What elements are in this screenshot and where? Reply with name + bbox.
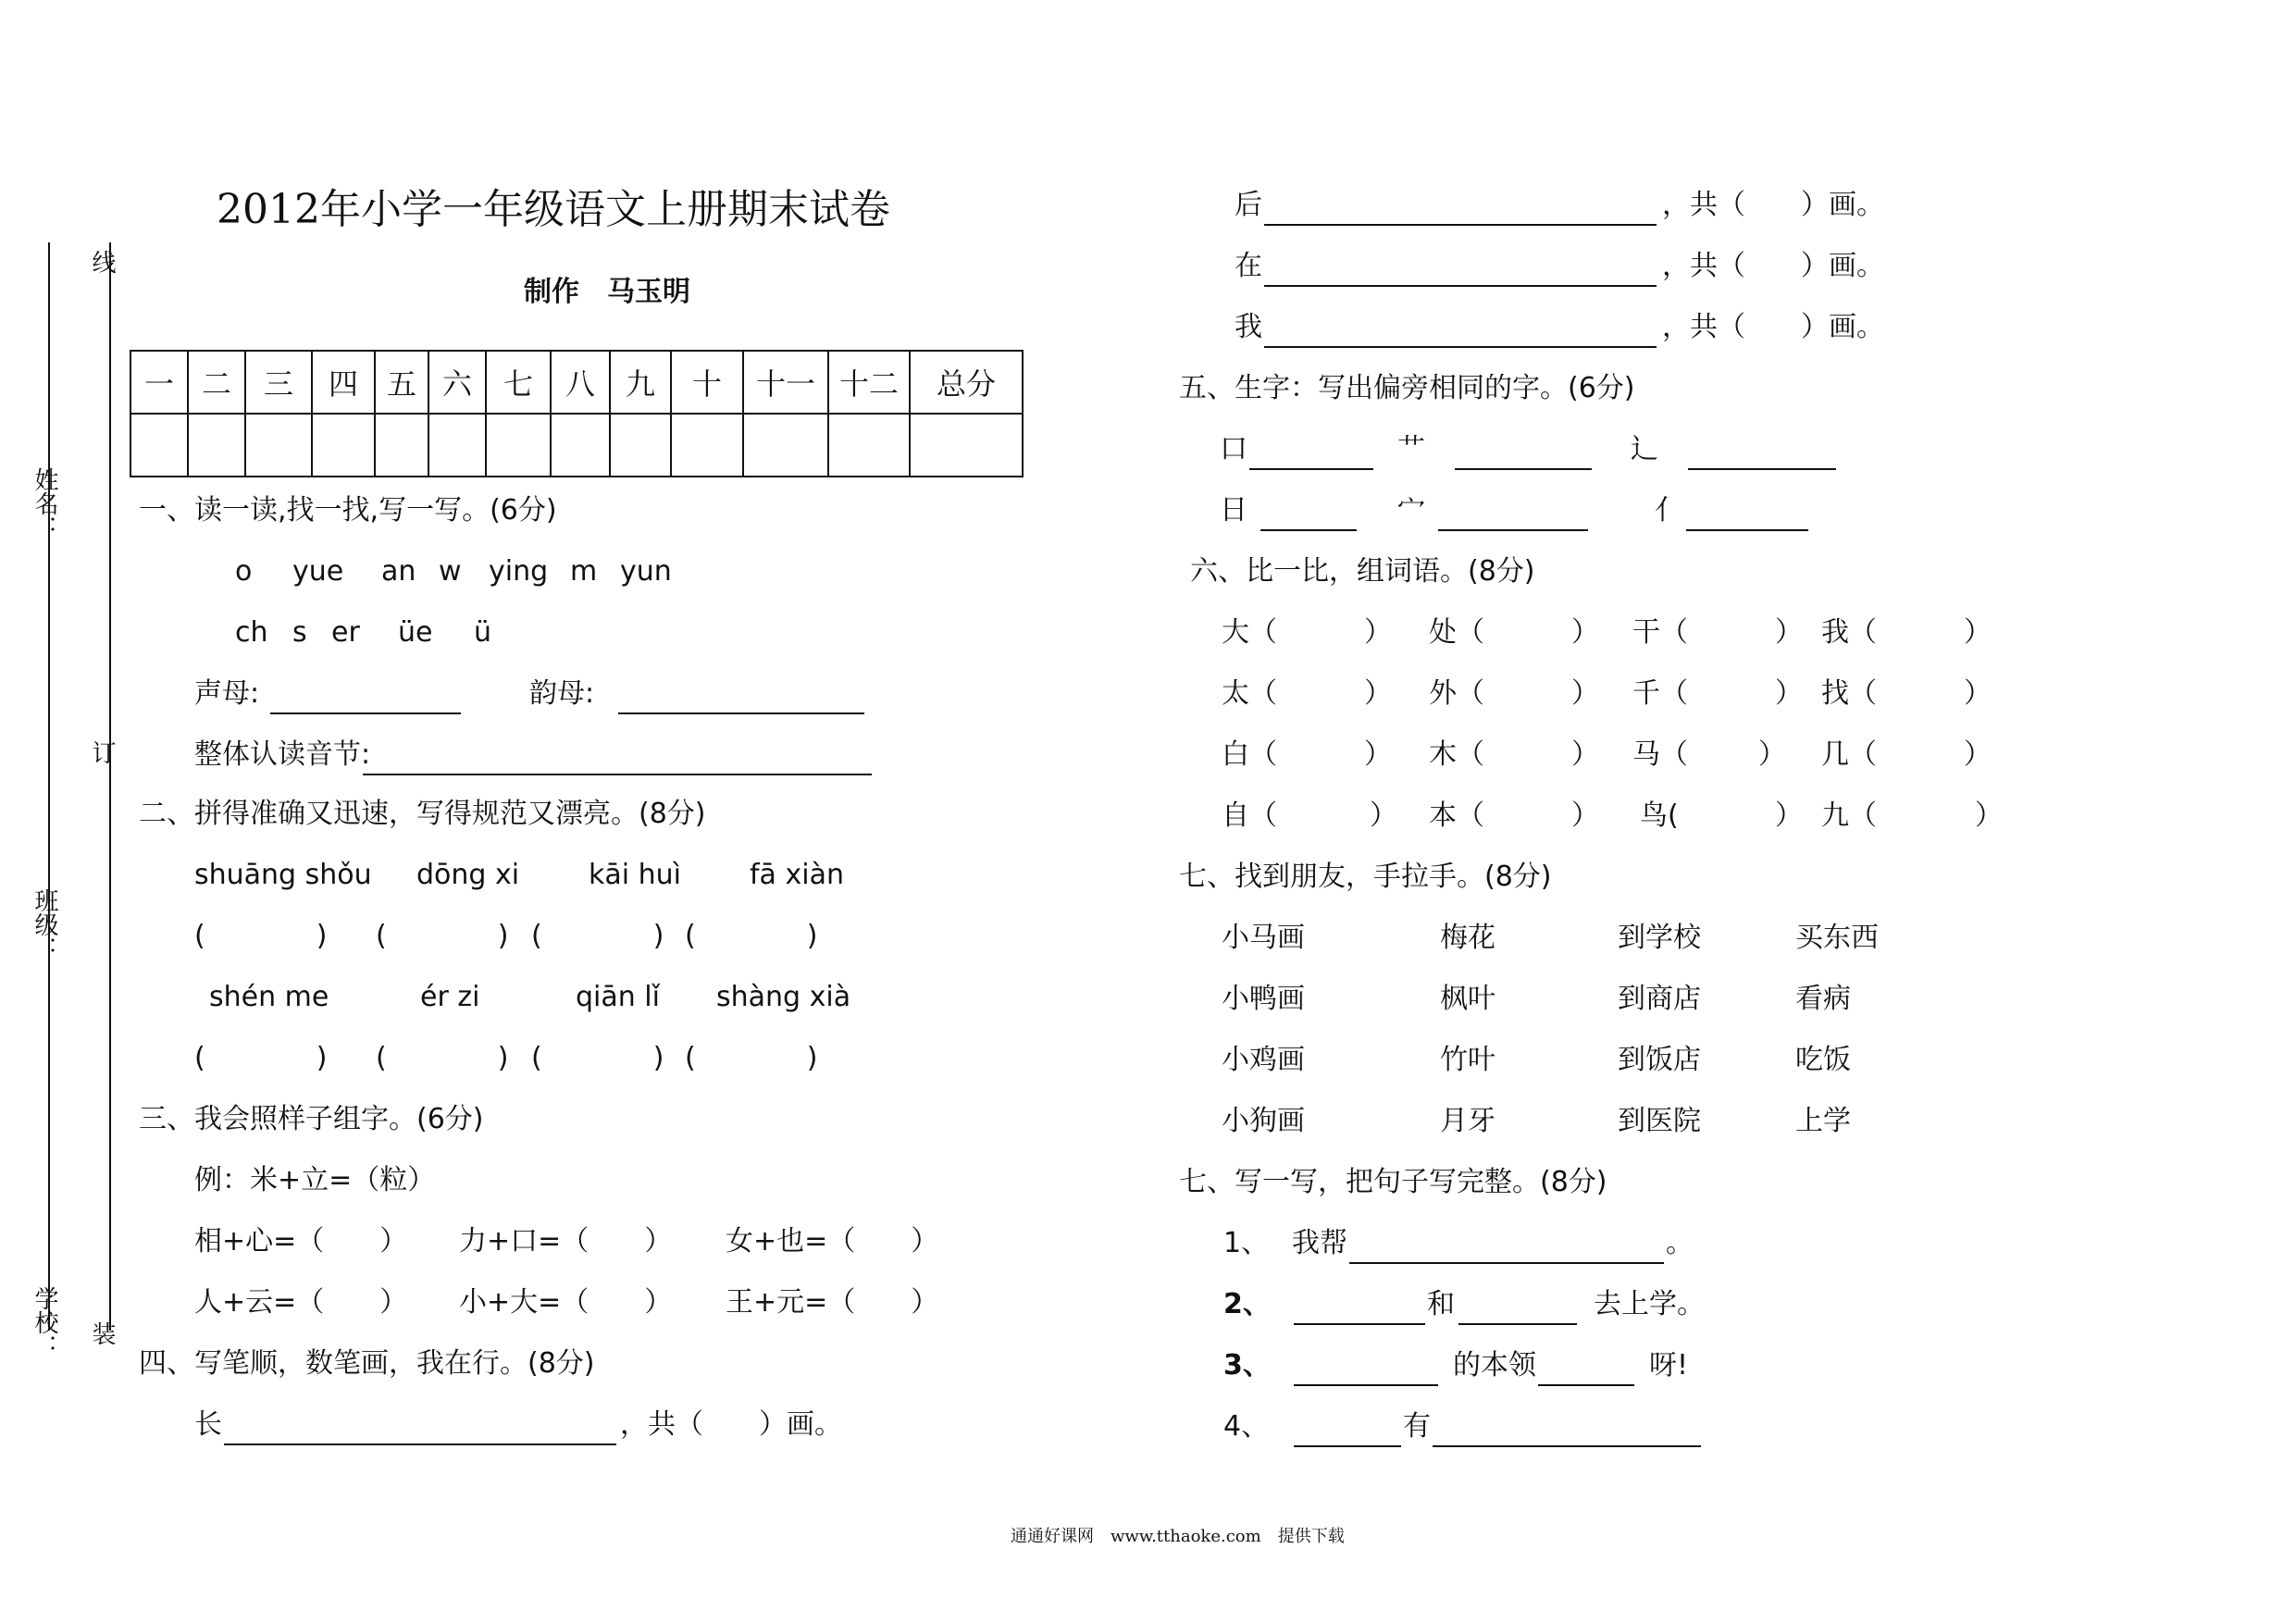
sentence-text: 。 [1666, 1227, 1694, 1259]
score-header: 总分 [910, 351, 1023, 414]
initials-blank[interactable] [270, 687, 461, 714]
match-item[interactable]: 小马画 [1222, 922, 1305, 954]
score-header: 九 [610, 351, 671, 414]
compare-close[interactable]: ） [1370, 799, 1397, 832]
sentence-text: 有 [1403, 1410, 1431, 1443]
match-item[interactable]: 月牙 [1440, 1105, 1496, 1137]
section7-title: 七、找到朋友，手拉手。(8分) [1179, 861, 1552, 893]
compose-item[interactable]: 王+元=（ ） [726, 1286, 939, 1319]
score-header: 七 [486, 351, 551, 414]
match-item[interactable]: 小鸡画 [1222, 1044, 1305, 1076]
sentence-text: 去上学。 [1594, 1288, 1705, 1320]
compare-close[interactable]: ） [1758, 738, 1786, 771]
radical-blank[interactable] [1260, 503, 1357, 531]
score-header: 五 [375, 351, 428, 414]
stroke-blank[interactable] [1264, 320, 1657, 348]
match-item[interactable]: 到商店 [1618, 983, 1701, 1015]
pinyin-er: er [331, 616, 360, 649]
footer: 通通好课网 www.tthaoke.com 提供下载 [1011, 1527, 1345, 1546]
sentence-blank[interactable] [1294, 1419, 1401, 1447]
answer-paren[interactable]: ( ) [531, 1042, 664, 1074]
match-item[interactable]: 梅花 [1440, 922, 1496, 954]
match-item[interactable]: 到学校 [1618, 922, 1701, 954]
score-cell[interactable] [486, 414, 551, 477]
match-item[interactable]: 买东西 [1795, 922, 1879, 954]
binding-line-left [48, 242, 50, 1331]
compare-close[interactable]: ） [1964, 616, 1992, 649]
pinyin-u: ü [474, 616, 492, 649]
compare-close[interactable]: ） [1571, 738, 1599, 771]
binding-label-line: 线 [88, 250, 116, 274]
whole-syllable-blank[interactable] [363, 748, 872, 775]
answer-paren[interactable]: ( ) [531, 920, 664, 952]
pinyin-ying: ying [489, 555, 549, 588]
pinyin-word: ér zi [420, 981, 480, 1013]
match-item[interactable]: 枫叶 [1440, 983, 1496, 1015]
compare-close[interactable]: ） [1975, 799, 2003, 832]
page-title: 2012年小学一年级语文上册期末试卷 [217, 186, 890, 233]
stroke-count[interactable]: ，共（ ）画。 [1662, 311, 1884, 343]
finals-blank[interactable] [618, 687, 864, 714]
stroke-char: 后 [1235, 189, 1262, 221]
score-cell[interactable] [671, 414, 743, 477]
match-item[interactable]: 到饭店 [1618, 1044, 1701, 1076]
sentence-text: 的本领 [1453, 1349, 1536, 1381]
sentence-text: 和 [1427, 1288, 1455, 1320]
pinyin-word: shuāng shǒu [194, 859, 372, 891]
radical: 艹 [1397, 433, 1425, 465]
compare-item: 千（ [1632, 677, 1688, 710]
radical-blank[interactable] [1455, 442, 1592, 470]
match-item[interactable]: 到医院 [1618, 1105, 1701, 1137]
match-item[interactable]: 吃饭 [1795, 1044, 1851, 1076]
sentence-number: 4、 [1223, 1410, 1270, 1443]
author: 制作 马玉明 [524, 276, 690, 308]
pinyin-word: dōng xi [416, 859, 520, 891]
stroke-blank[interactable] [224, 1418, 616, 1445]
binding-line-right [109, 242, 111, 1331]
answer-paren[interactable]: ( ) [376, 920, 509, 952]
radical: 亻 [1655, 494, 1682, 527]
compare-item: 外（ [1429, 677, 1484, 710]
pinyin-o: o [235, 555, 253, 588]
compare-item: 大（ [1222, 616, 1277, 649]
compose-item[interactable]: 力+口=（ ） [459, 1225, 673, 1258]
whole-syllable-label: 整体认读音节: [194, 738, 371, 771]
sentence-number: 1、 [1223, 1227, 1270, 1259]
score-header: 十 [671, 351, 743, 414]
section5-title: 五、生字：写出偏旁相同的字。(6分) [1179, 372, 1635, 404]
match-item[interactable]: 看病 [1795, 983, 1851, 1015]
compare-item: 九（ [1821, 799, 1877, 832]
pinyin-word: kāi huì [589, 859, 681, 891]
compose-item[interactable]: 女+也=（ ） [726, 1225, 939, 1258]
radical-blank[interactable] [1249, 442, 1373, 470]
compare-close[interactable]: ） [1364, 738, 1392, 771]
binding-label-ding: 订 [88, 740, 116, 764]
compose-item[interactable]: 小+大=（ ） [459, 1286, 673, 1319]
compare-item: 木（ [1429, 738, 1484, 771]
finals-label: 韵母: [529, 677, 595, 710]
radical: 日 [1220, 494, 1247, 527]
radical-blank[interactable] [1686, 503, 1808, 531]
compare-close[interactable]: ） [1364, 677, 1392, 710]
stroke-blank[interactable] [1264, 198, 1657, 226]
match-item[interactable]: 上学 [1795, 1105, 1851, 1137]
compare-item: 我（ [1821, 616, 1877, 649]
pinyin-w: w [439, 555, 462, 588]
binding-label-zhuang: 装 [88, 1321, 116, 1345]
compare-close[interactable]: ） [1571, 677, 1599, 710]
compose-item[interactable]: 人+云=（ ） [194, 1286, 408, 1319]
pinyin-m: m [570, 555, 598, 588]
stroke-char: 我 [1235, 311, 1262, 343]
compare-close[interactable]: ） [1964, 738, 1992, 771]
answer-paren[interactable]: ( ) [194, 920, 328, 952]
score-cell[interactable] [188, 414, 245, 477]
answer-paren[interactable]: ( ) [194, 1042, 328, 1074]
compare-item: 找（ [1821, 677, 1877, 710]
match-item[interactable]: 小狗画 [1222, 1105, 1305, 1137]
answer-paren[interactable]: ( ) [685, 920, 818, 952]
score-table [130, 350, 1024, 477]
pinyin-an: an [381, 555, 416, 588]
score-cell[interactable] [130, 414, 188, 477]
compare-close[interactable]: ） [1364, 616, 1392, 649]
sentence-number: 2、 [1223, 1288, 1271, 1320]
compare-close[interactable]: ） [1964, 677, 1992, 710]
label-class: 班级： [31, 888, 58, 960]
compose-item[interactable]: 相+心=（ ） [194, 1225, 408, 1258]
section3-title: 三、我会照样子组字。(6分) [139, 1103, 484, 1135]
stroke-blank[interactable] [1264, 259, 1657, 287]
radical: 口 [1220, 433, 1247, 465]
pinyin-ue: üe [398, 616, 433, 649]
radical-blank[interactable] [1688, 442, 1836, 470]
sentence-text: 我帮 [1292, 1227, 1347, 1259]
label-name: 姓名： [31, 467, 58, 539]
sentence-blank[interactable] [1294, 1358, 1438, 1386]
stroke-char: 在 [1235, 250, 1262, 282]
score-cell[interactable] [910, 414, 1023, 477]
score-cell[interactable] [245, 414, 312, 477]
score-cell[interactable] [610, 414, 671, 477]
compare-close[interactable]: ） [1775, 616, 1803, 649]
radical-blank[interactable] [1438, 503, 1588, 531]
pinyin-word: shàng xià [716, 981, 851, 1013]
sentence-text: 呀! [1649, 1349, 1689, 1381]
section8-title: 七、写一写，把句子写完整。(8分) [1179, 1166, 1607, 1198]
match-item[interactable]: 小鸭画 [1222, 983, 1305, 1015]
compare-item: 几（ [1821, 738, 1877, 771]
score-header: 十二 [828, 351, 910, 414]
sentence-blank[interactable] [1294, 1297, 1425, 1325]
stroke-count[interactable]: ，共（ ）画。 [620, 1408, 842, 1441]
example: 例：米+立=（粒） [194, 1164, 436, 1196]
pinyin-yue: yue [292, 555, 344, 588]
section6-title: 六、比一比，组词语。(8分) [1190, 555, 1535, 588]
radical: 宀 [1397, 494, 1425, 527]
compare-close[interactable]: ） [1571, 616, 1599, 649]
score-header: 一 [130, 351, 188, 414]
compare-item: 自（ [1222, 799, 1277, 832]
compare-item: 白（ [1222, 738, 1277, 771]
stroke-char: 长 [194, 1408, 222, 1441]
radical: 辶 [1631, 433, 1658, 465]
compare-close[interactable]: ） [1571, 799, 1599, 832]
pinyin-word: shén me [209, 981, 329, 1013]
score-header: 十一 [743, 351, 828, 414]
initials-label: 声母: [194, 677, 260, 710]
sentence-blank[interactable] [1458, 1297, 1577, 1325]
compare-item: 鸟( [1640, 799, 1679, 832]
label-school: 学校： [31, 1286, 58, 1358]
score-cell[interactable] [743, 414, 828, 477]
pinyin-s: s [292, 616, 307, 649]
score-header: 二 [188, 351, 245, 414]
compare-item: 本（ [1429, 799, 1484, 832]
section2-title: 二、拼得准确又迅速，写得规范又漂亮。(8分) [139, 798, 706, 830]
match-item[interactable]: 竹叶 [1440, 1044, 1496, 1076]
stroke-count[interactable]: ，共（ ）画。 [1662, 189, 1884, 221]
score-cell[interactable] [828, 414, 910, 477]
pinyin-ch: ch [235, 616, 268, 649]
sentence-blank[interactable] [1349, 1236, 1664, 1264]
answer-paren[interactable]: ( ) [376, 1042, 509, 1074]
section1-title: 一、读一读,找一找,写一写。(6分) [139, 494, 557, 527]
pinyin-yun: yun [620, 555, 672, 588]
compare-item: 干（ [1632, 616, 1688, 649]
pinyin-word: fā xiàn [750, 859, 844, 891]
score-cell[interactable] [428, 414, 486, 477]
compare-item: 马（ [1632, 738, 1688, 771]
compare-close[interactable]: ） [1775, 799, 1803, 832]
score-cell[interactable] [551, 414, 610, 477]
score-header: 六 [428, 351, 486, 414]
compare-item: 处（ [1429, 616, 1484, 649]
section4-title: 四、写笔顺，数笔画，我在行。(8分) [139, 1347, 595, 1380]
sentence-blank[interactable] [1538, 1358, 1634, 1386]
score-cell[interactable] [312, 414, 375, 477]
score-header: 四 [312, 351, 375, 414]
sentence-number: 3、 [1223, 1349, 1271, 1381]
pinyin-word: qiān lǐ [576, 981, 660, 1013]
answer-paren[interactable]: ( ) [685, 1042, 818, 1074]
score-header: 三 [245, 351, 312, 414]
compare-close[interactable]: ） [1775, 677, 1803, 710]
score-header: 八 [551, 351, 610, 414]
score-cell[interactable] [375, 414, 428, 477]
compare-item: 太（ [1222, 677, 1277, 710]
stroke-count[interactable]: ，共（ ）画。 [1662, 250, 1884, 282]
sentence-blank[interactable] [1433, 1419, 1701, 1447]
